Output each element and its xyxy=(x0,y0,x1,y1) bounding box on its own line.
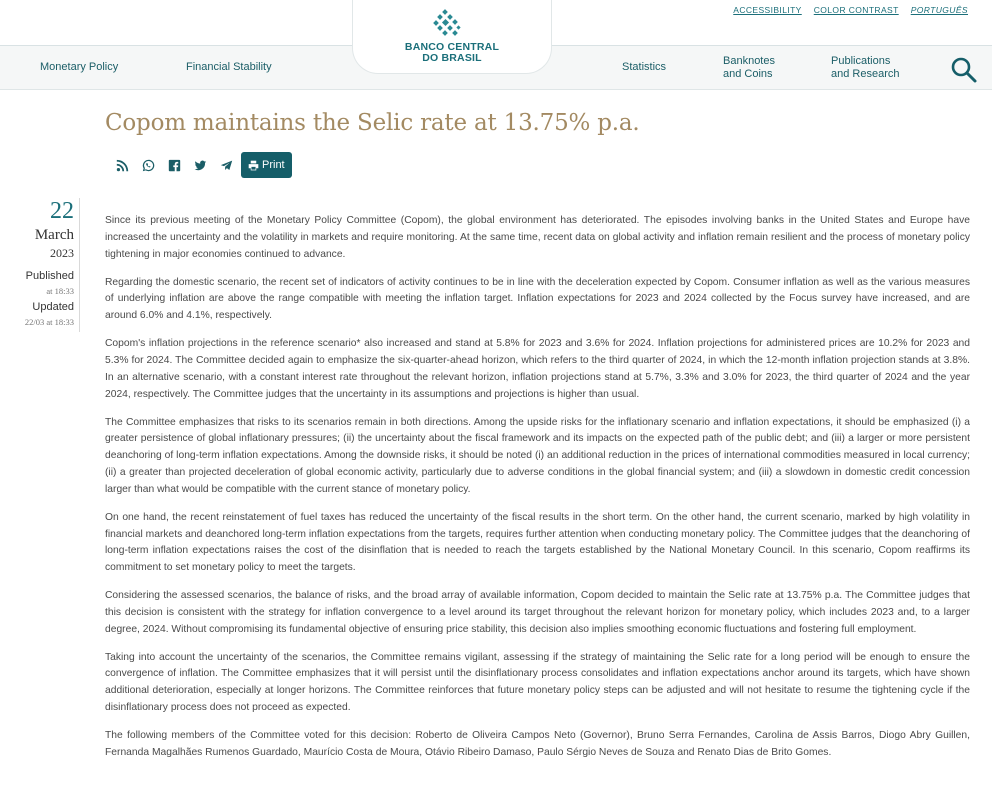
nav-banknotes-line2: and Coins xyxy=(723,68,773,80)
logo-line2: DO BRASIL xyxy=(422,52,482,64)
nav-financial-stability[interactable]: Financial Stability xyxy=(186,61,272,73)
nav-publications-and-research[interactable] xyxy=(831,55,900,81)
nav-publications-line1: Publications xyxy=(831,55,891,67)
telegram-icon xyxy=(220,159,233,172)
whatsapp-icon xyxy=(142,159,155,172)
article-paragraph: Copom's inflation projections in the reference scenario* also increased and stand at 5.8% for 2023 and 3.6% for 2024. Inflation projections for administered prices are 10.2% for 2023 and 5.3% for 2024. The Committee decided again to emphasize the six-quarter-ahead horizon, which refers to the third quarter of 2024, in which the 12-month inflation projection stands at 3.8%. In an alternative scenario, with a constant interest rate throughout the relevant horizon, inflation projections stand at 5.7%, 3.3% and 3.0% for 2023, the third quarter of 2024 and the year 2024, respectively. The Committee judges that the uncertainty in its assumptions and projections is higher than usual. xyxy=(105,338,970,400)
twitter-icon xyxy=(194,159,207,172)
language-link[interactable]: PORTUGUÊS xyxy=(910,5,968,15)
print-label: Print xyxy=(262,159,285,171)
print-icon xyxy=(248,160,259,171)
accessibility-link[interactable]: ACCESSIBILITY xyxy=(733,5,802,15)
article-paragraph: On one hand, the recent reinstatement of fuel taxes has reduced the uncertainty of the fiscal results in the short term. On the other hand, the current scenario, marked by high volatility in financial markets and deanchored long-term inflation expectations from the targets, requires further attention when conducting monetary policy. The Committee judges that the deanchoring of long-term inflation expectations raises the cost of the disinflation that is needed to reach the targets established by the National Monetary Council. In this scenario, Copom reaffirms its commitment to set monetary policy to meet the targets. xyxy=(105,511,970,574)
nav-monetary-policy[interactable]: Monetary Policy xyxy=(40,61,119,73)
nav-publications-line2: and Research xyxy=(831,68,900,80)
rss-icon xyxy=(116,159,129,172)
nav-banknotes-and-coins[interactable] xyxy=(723,55,775,81)
article-body xyxy=(105,213,970,773)
color-contrast-link[interactable]: COLOR CONTRAST xyxy=(813,5,899,15)
published-label: Published xyxy=(25,270,74,282)
whatsapp-button[interactable] xyxy=(135,152,161,178)
twitter-button[interactable] xyxy=(187,152,213,178)
published-time: at 18:33 xyxy=(46,286,74,296)
page-title: Copom maintains the Selic rate at 13.75% p.a. xyxy=(105,110,640,136)
date-day: 22 xyxy=(50,198,74,224)
nav-statistics[interactable]: Statistics xyxy=(622,61,667,73)
utility-links xyxy=(733,5,968,15)
facebook-button[interactable] xyxy=(161,152,187,178)
facebook-icon xyxy=(168,159,181,172)
nav-banknotes-line1: Banknotes xyxy=(723,55,775,67)
updated-label: Updated xyxy=(32,301,74,313)
updated-time: 22/03 at 18:33 xyxy=(24,317,74,327)
article-paragraph: The following members of the Committee voted for this decision: Roberto de Oliveira Campos Neto (Governor), Bruno Serra Fernandes, Carolina de Assis Barros, Diogo Abry Guillen, Fernanda Magalhães Rumenos Guardado, Maurício Costa de Moura, Otávio Ribeiro Damaso, Paulo Sérgio Neves de Souza and Renato Dias de Brito Gomes. xyxy=(105,730,970,758)
bcb-logo-icon[interactable] xyxy=(432,8,462,38)
search-icon xyxy=(950,56,978,84)
logo-line1: BANCO CENTRAL xyxy=(404,41,500,53)
logo-text[interactable] xyxy=(352,42,552,64)
article-paragraph: Regarding the domestic scenario, the recent set of indicators of activity continues to be in line with the deceleration expected by Copom. Consumer inflation as well as the various measures of underlying inflation are above the range compatible with meeting the inflation target. Inflation expectations for 2023 and 2024 collected by the Focus survey have increased, and are around 6.0% and 4.1%, respectively. xyxy=(105,276,970,322)
article-paragraph: The Committee emphasizes that risks to its scenarios remain in both directions. Among the upside risks for the inflationary scenario and inflation expectations, it should be emphasized (i) a greater persistence of global inflationary pressures; (ii) the uncertainty about the fiscal framework and its impacts on the expected path of the public debt; and (iii) a larger or more persistent deanchoring of long-term inflation expectations. Among the downside risks, it should be noted (i) an additional reduction in the prices of international commodities measured in local currency; (ii) a greater than projected deceleration of global economic activity, particularly due to adverse conditions in the global financial system; and (iii) a slowdown in domestic credit concession larger than what would be compatible with the current stance of monetary policy. xyxy=(105,416,970,495)
article-paragraph: Since its previous meeting of the Monetary Policy Committee (Copom), the global environment has deteriorated. The episodes involving banks in the United States and Europe have increased the uncertainty and the volatility in markets and require monitoring. At the same time, recent data on global activity and inflation remain resilient and the process of monetary policy tightening in major economies continued to advance. xyxy=(105,215,970,260)
print-button[interactable] xyxy=(241,152,292,178)
rss-button[interactable] xyxy=(109,152,135,178)
telegram-button[interactable] xyxy=(213,152,239,178)
article-paragraph: Considering the assessed scenarios, the balance of risks, and the broad array of available information, Copom decided to maintain the Selic rate at 13.75% p.a. The Committee judges that this decision is consistent with the strategy for inflation convergence to a level around its target throughout the relevant horizon for monetary policy, which includes 2023 and, to a larger degree, 2024. Without compromising its fundamental objective of ensuring price stability, this decision also implies smoothing economic fluctuations and fostering full employment. xyxy=(105,590,970,635)
article-paragraph: Taking into account the uncertainty of the scenarios, the Committee remains vigilant, assessing if the strategy of maintaining the Selic rate for a long period will be enough to ensure the convergence of inflation. The Committee emphasizes that it will persist until the disinflationary process consolidates and inflation expectations anchor around its targets, which have shown additional deterioration, especially at longer horizons. The Committee reinforces that future monetary policy steps can be adjusted and will not hesitate to resume the tightening cycle if the disinflationary process does not proceed as expected. xyxy=(105,651,970,714)
date-year: 2023 xyxy=(50,246,74,260)
share-bar xyxy=(109,152,292,178)
date-month: March xyxy=(34,227,74,243)
search-button[interactable] xyxy=(950,56,978,84)
date-column xyxy=(0,198,80,332)
